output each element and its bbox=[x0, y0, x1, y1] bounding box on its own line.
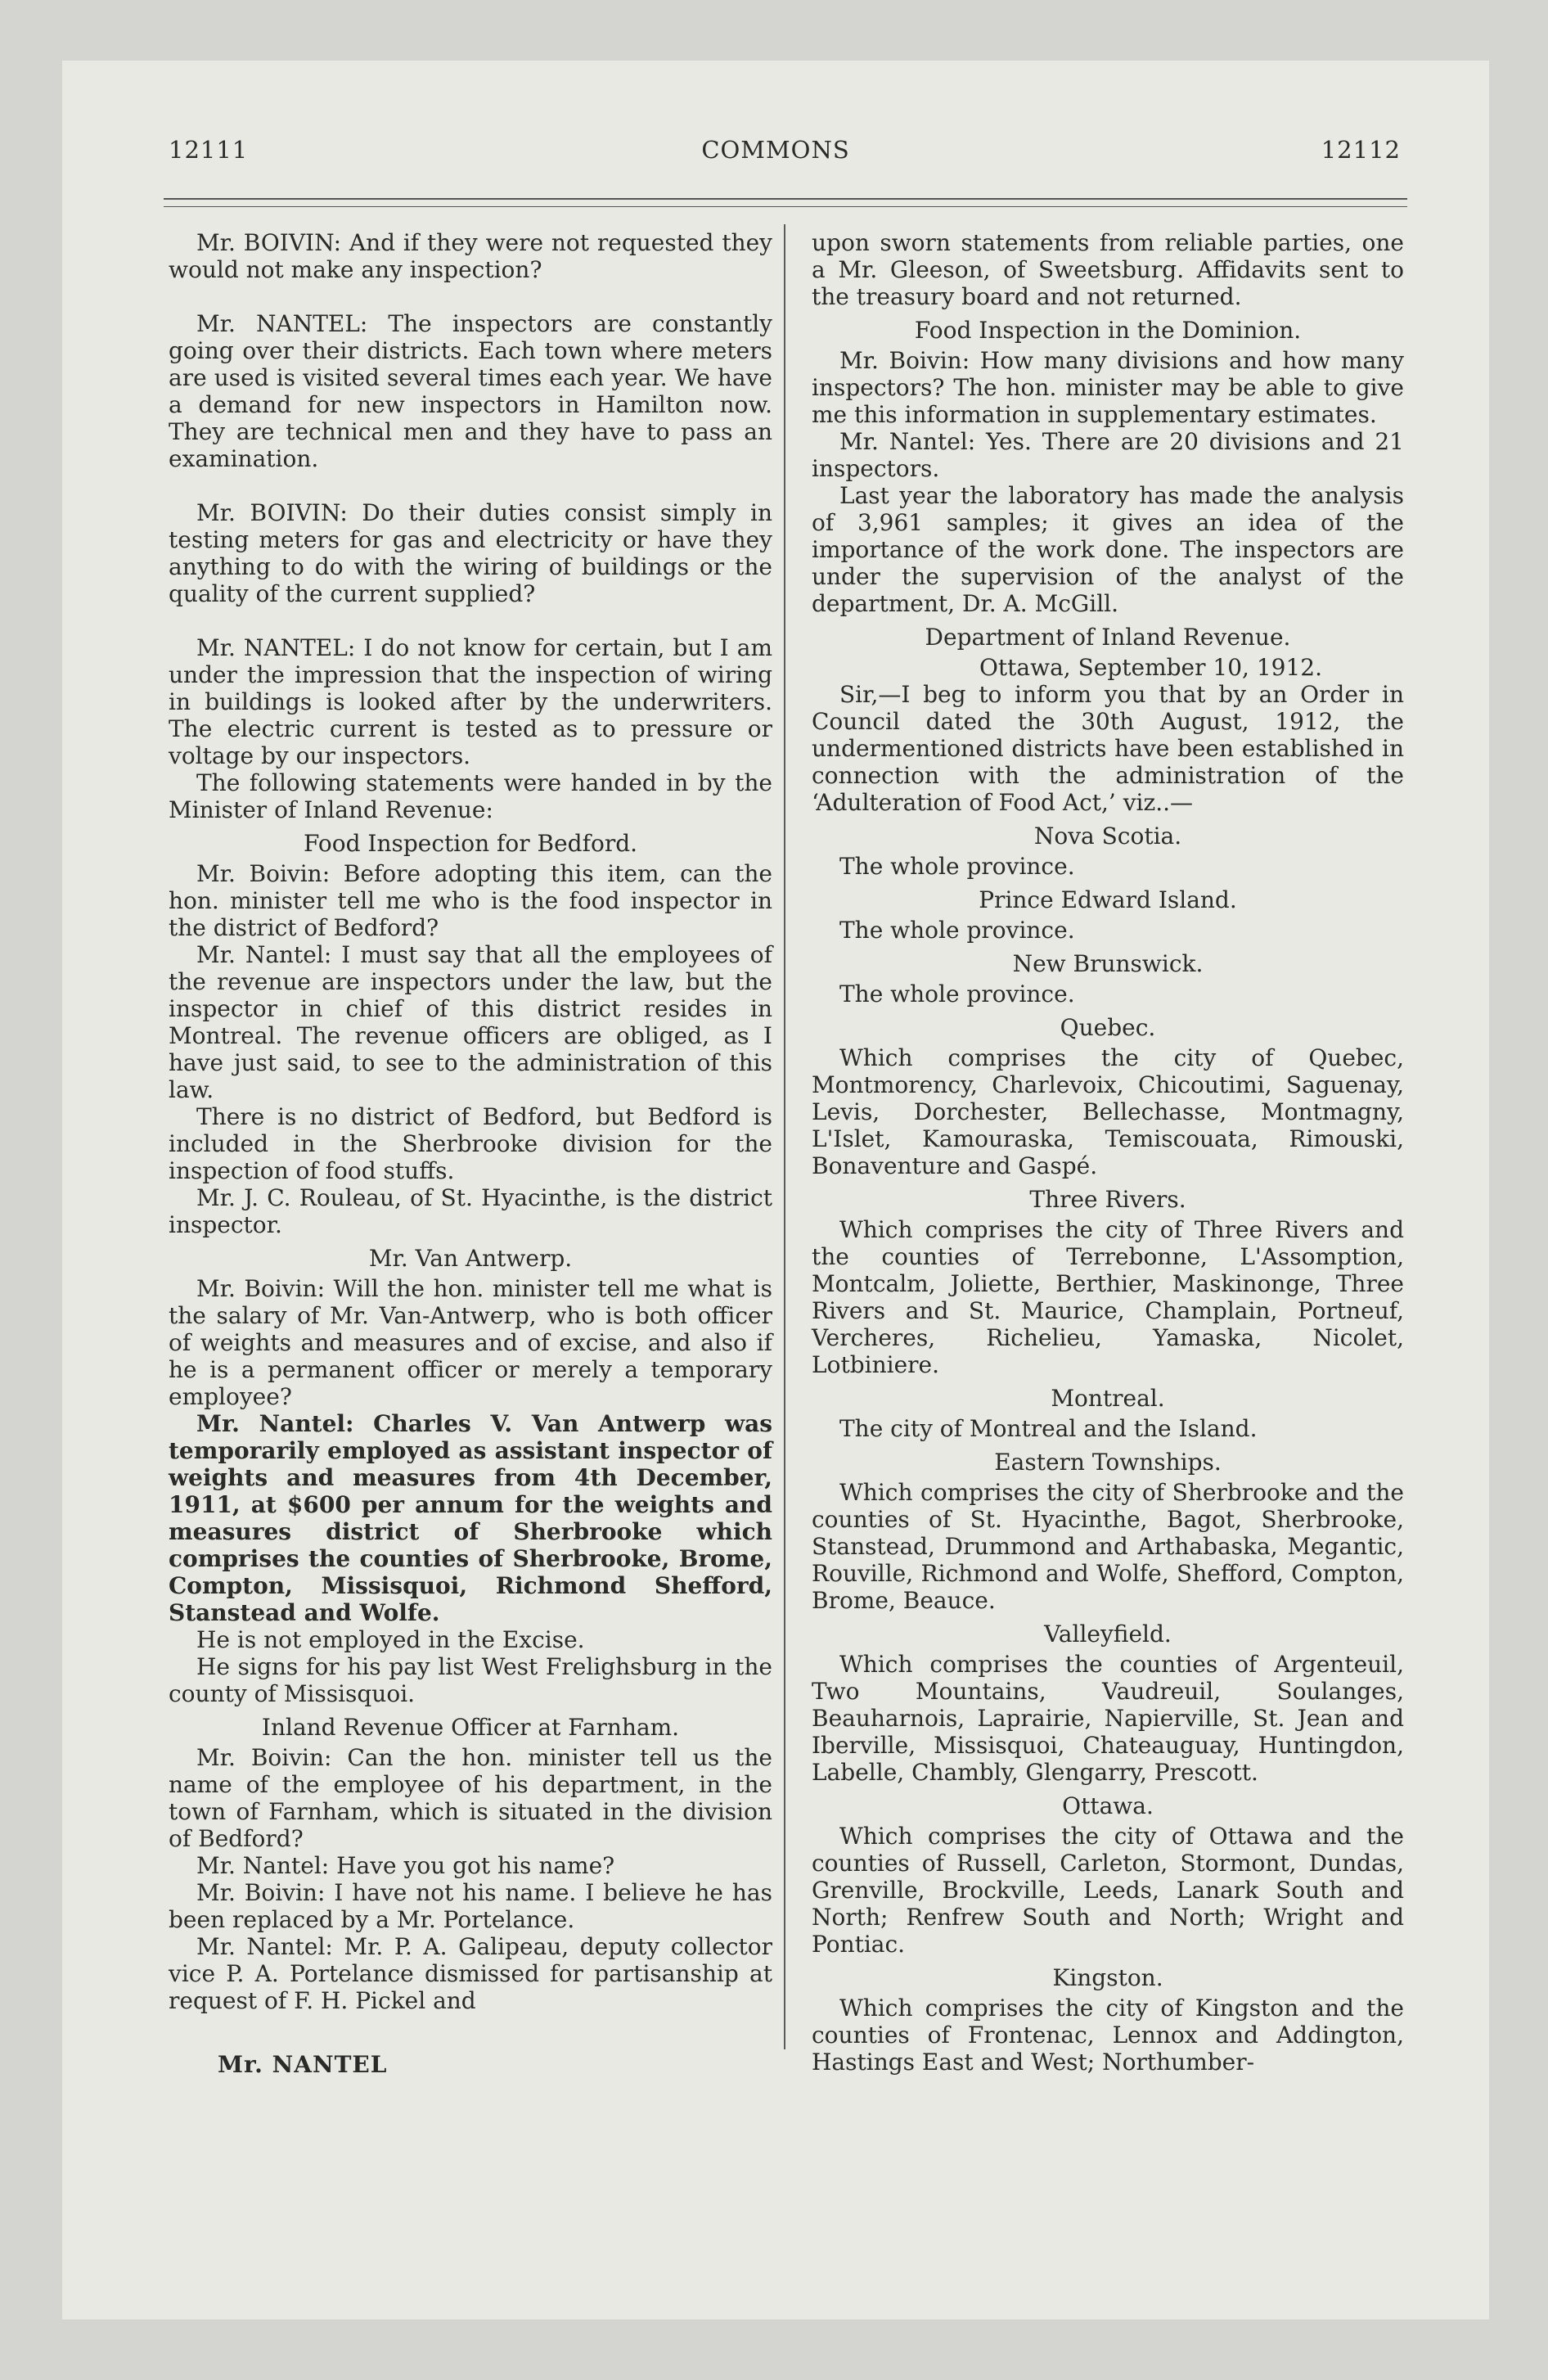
paragraph: The following statements were handed in by the Minister of Inland Revenue: bbox=[169, 769, 772, 823]
catchword-signature: Mr. NANTEL bbox=[218, 2051, 388, 2078]
column-divider bbox=[784, 224, 785, 2049]
paragraph: He signs for his pay list West Frelighsburg in the county of Missisquoi. bbox=[169, 1653, 772, 1707]
paragraph: Mr. Nantel: Have you got his name? bbox=[196, 1852, 615, 1879]
district-heading: Eastern Townships. bbox=[994, 1449, 1222, 1476]
left-column bbox=[169, 229, 772, 2014]
dateline: Ottawa, September 10, 1912. bbox=[979, 654, 1322, 681]
running-title: COMMONS bbox=[701, 136, 850, 164]
paragraph: Mr. BOIVIN: And if they were not requested they would not make any inspection? bbox=[169, 229, 772, 283]
district-heading: Prince Edward Island. bbox=[979, 886, 1237, 913]
paragraph: Mr. J. C. Rouleau, of St. Hyacinthe, is the district inspector. bbox=[169, 1184, 772, 1238]
district-heading: Valleyfield. bbox=[1044, 1620, 1172, 1648]
paragraph: Mr. Boivin: Will the hon. minister tell me what is the salary of Mr. Van-Antwerp, who is both officer of weights and measures and of excise, and also if he is a permanent officer or merely a temporary employee? bbox=[169, 1275, 772, 1410]
district-heading: New Brunswick. bbox=[1012, 950, 1204, 977]
section-heading: Department of Inland Revenue. bbox=[925, 624, 1291, 651]
paragraph: Mr. Boivin: How many divisions and how many inspectors? The hon. minister may be able to give me this information in supplementary estimates. bbox=[812, 347, 1404, 428]
district-text: Which comprises the counties of Argenteuil, Two Mountains, Vaudreuil, Soulanges, Beauharnois, Laprairie, Napierville, St. Jean and Iberville, Missisquoi, Chateauguay, Huntingdon, Labelle, Chambly, Glengarry, Prescott. bbox=[812, 1651, 1404, 1786]
header-rule-thin bbox=[164, 206, 1407, 207]
district-text: Which comprises the city of Kingston and the counties of Frontenac, Lennox and Addington, Hastings East and West; Northumber- bbox=[812, 1995, 1404, 2076]
paragraph: There is no district of Bedford, but Bedford is included in the Sherbrooke division for the inspection of food stuffs. bbox=[169, 1103, 772, 1184]
district-text: The whole province. bbox=[839, 917, 1075, 944]
paragraph: Mr. Boivin: I have not his name. I believe he has been replaced by a Mr. Portelance. bbox=[169, 1879, 772, 1933]
paragraph: Mr. Nantel: Mr. P. A. Galipeau, deputy collector vice P. A. Portelance dismissed for partisanship at request of F. H. Pickel and bbox=[169, 1933, 772, 2014]
section-heading: Food Inspection in the Dominion. bbox=[914, 317, 1302, 344]
letter-paragraph: Sir,—I beg to inform you that by an Order in Council dated the 30th August, 1912, the undermentioned districts have been established in connection with the administration of the ‘Adulteration of Food Act,’ viz..— bbox=[812, 681, 1404, 816]
page-header bbox=[62, 136, 1489, 169]
section-heading: Inland Revenue Officer at Farnham. bbox=[261, 1714, 680, 1741]
page-sheet bbox=[62, 61, 1489, 2319]
district-text: The city of Montreal and the Island. bbox=[839, 1415, 1258, 1442]
paragraph: Mr. Nantel: Charles V. Van Antwerp was temporarily employed as assistant inspector of weights and measures from 4th December, 1911, at $600 per annum for the weights and measures district of Sherbrooke which comprises the counties of Sherbrooke, Brome, Compton, Missisquoi, Richmond Shefford, Stanstead and Wolfe. bbox=[169, 1410, 772, 1626]
district-heading: Kingston. bbox=[1052, 1964, 1163, 1991]
paragraph: Mr. Boivin: Can the hon. minister tell us the name of the employee of his department, in the town of Farnham, which is situated in the division of Bedford? bbox=[169, 1744, 772, 1852]
right-column bbox=[812, 229, 1404, 2076]
district-heading: Quebec. bbox=[1060, 1014, 1156, 1041]
paragraph: Mr. Boivin: Before adopting this item, can the hon. minister tell me who is the food inspector in the district of Bedford? bbox=[169, 860, 772, 941]
paragraph: Mr. BOIVIN: Do their duties consist simply in testing meters for gas and electricity or have they anything to do with the wiring of buildings or the quality of the current supplied? bbox=[169, 499, 772, 607]
header-rule bbox=[164, 198, 1407, 200]
paragraph: Mr. Nantel: Yes. There are 20 divisions and 21 inspectors. bbox=[812, 428, 1404, 482]
paragraph: upon sworn statements from reliable parties, one a Mr. Gleeson, of Sweetsburg. Affidavits sent to the treasury board and not returned. bbox=[812, 229, 1404, 310]
district-text: Which comprises the city of Ottawa and the counties of Russell, Carleton, Stormont, Dundas, Grenville, Brockville, Leeds, Lanark South and North; Renfrew South and North; Wright and Pontiac. bbox=[812, 1823, 1404, 1958]
district-text: Which comprises the city of Quebec, Montmorency, Charlevoix, Chicoutimi, Saguenay, Levis, Dorchester, Bellechasse, Montmagny, L'Islet, Kamouraska, Temiscouata, Rimouski, Bonaventure and Gaspé. bbox=[812, 1044, 1404, 1179]
district-text: Which comprises the city of Three Rivers and the counties of Terrebonne, L'Assomption, Montcalm, Joliette, Berthier, Maskinonge, Three Rivers and St. Maurice, Champlain, Portneuf, Vercheres, Richelieu, Yamaska, Nicolet, Lotbiniere. bbox=[812, 1216, 1404, 1378]
district-heading: Montreal. bbox=[1051, 1385, 1165, 1412]
paragraph: Mr. NANTEL: The inspectors are constantly going over their districts. Each town where meters are used is visited several times each year. We have a demand for new inspectors in Hamilton now. They are technical men and they have to pass an examination. bbox=[169, 310, 772, 472]
paragraph: Mr. Nantel: I must say that all the employees of the revenue are inspectors under the law, but the inspector in chief of this district resides in Montreal. The revenue officers are obliged, as I have just said, to see to the administration of this law. bbox=[169, 941, 772, 1103]
page-number-right: 12112 bbox=[1321, 136, 1401, 164]
district-text: Which comprises the city of Sherbrooke and the counties of St. Hyacinthe, Bagot, Sherbrooke, Stanstead, Drummond and Arthabaska, Megantic, Rouville, Richmond and Wolfe, Shefford, Compton, Brome, Beauce. bbox=[812, 1479, 1404, 1614]
district-heading: Nova Scotia. bbox=[1033, 823, 1182, 850]
section-heading: Food Inspection for Bedford. bbox=[303, 830, 638, 857]
section-heading: Mr. Van Antwerp. bbox=[368, 1245, 573, 1272]
page-number-left: 12111 bbox=[169, 136, 249, 164]
paragraph: He is not employed in the Excise. bbox=[196, 1626, 585, 1653]
district-heading: Ottawa. bbox=[1062, 1792, 1154, 1819]
district-text: The whole province. bbox=[839, 853, 1075, 880]
paragraph: Mr. NANTEL: I do not know for certain, but I am under the impression that the inspection of wiring in buildings is looked after by the underwriters. The electric current is tested as to pressure or voltage by our inspectors. bbox=[169, 634, 772, 769]
district-heading: Three Rivers. bbox=[1029, 1186, 1186, 1213]
district-text: The whole province. bbox=[839, 980, 1075, 1007]
paragraph: Last year the laboratory has made the analysis of 3,961 samples; it gives an idea of the importance of the work done. The inspectors are under the supervision of the analyst of the department, Dr. A. McGill. bbox=[812, 482, 1404, 617]
